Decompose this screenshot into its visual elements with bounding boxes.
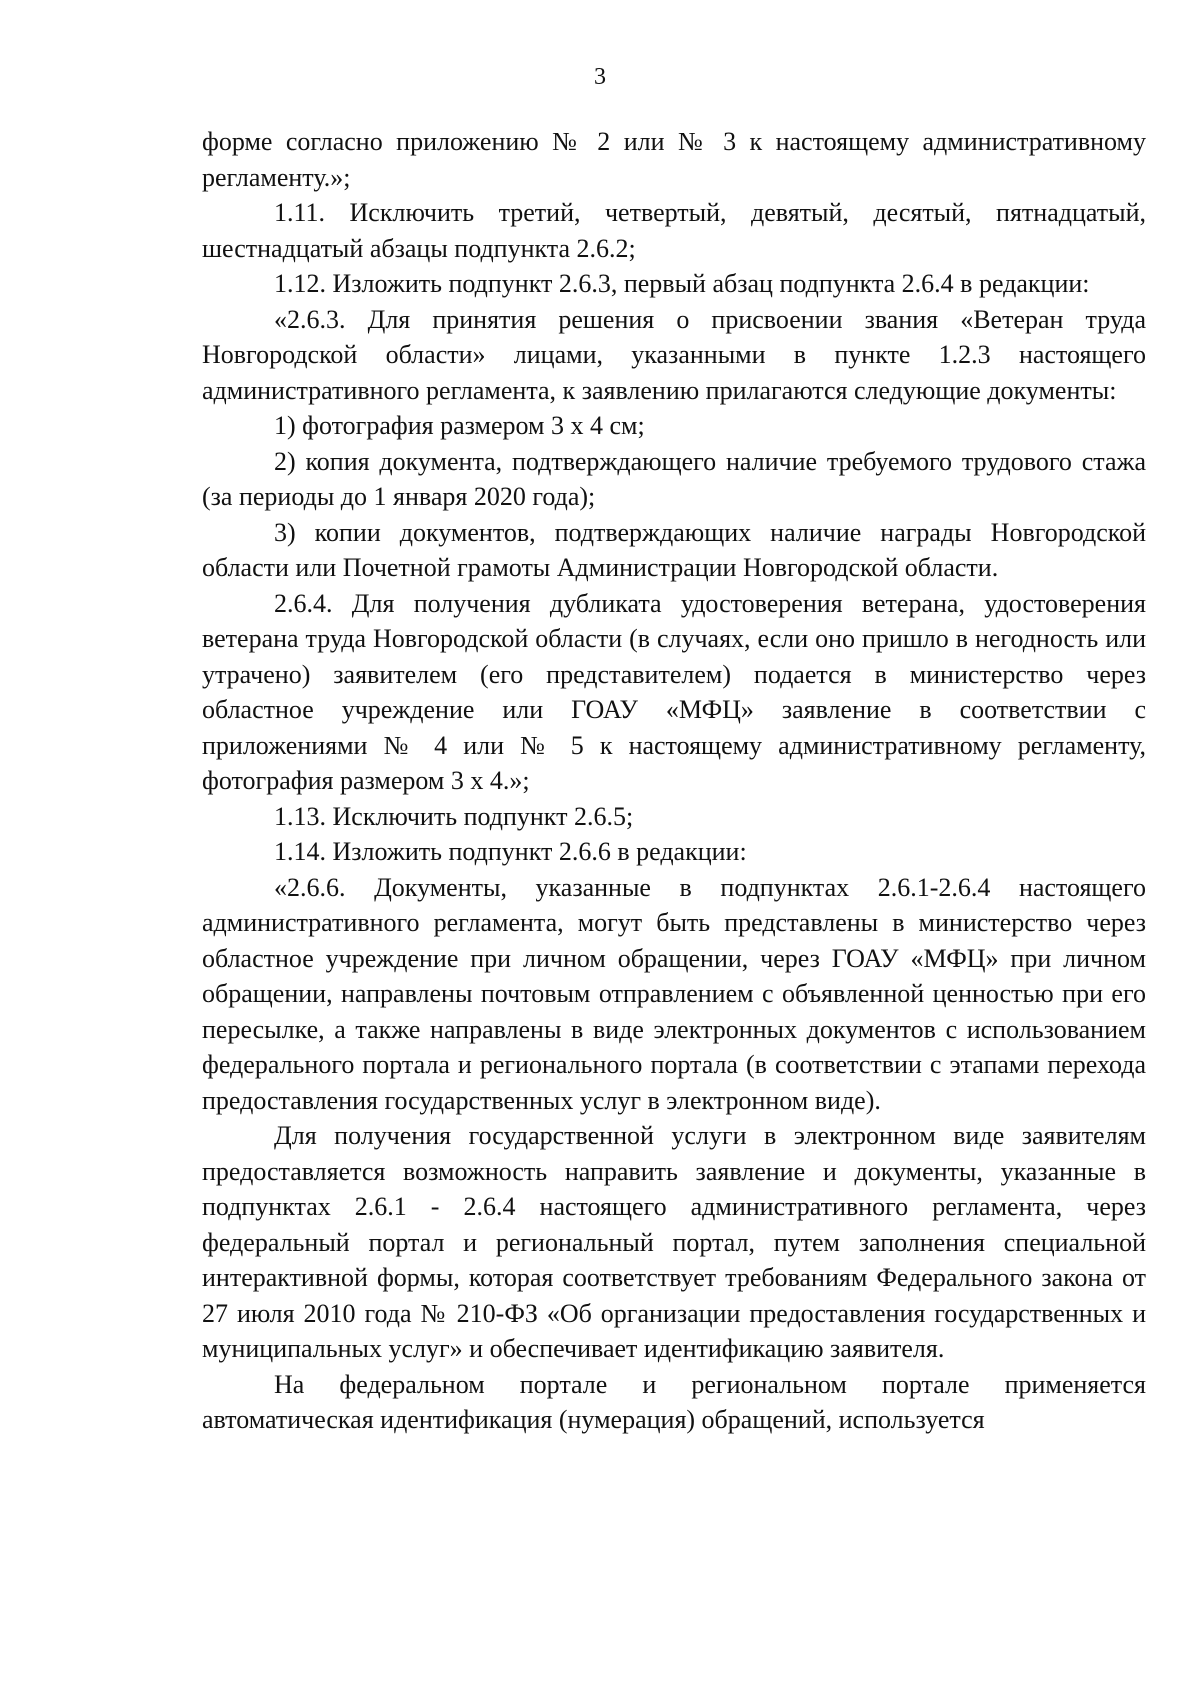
paragraph-item-1-13: 1.13. Исключить подпункт 2.6.5; (274, 801, 634, 831)
paragraph-electronic-service: Для получения государственной услуги в электронном виде заявителям предоставляется возможность направить заявление и документы, указанные в подпунктах 2.6.1 - 2.6.4 настоящего административного регламента, через федеральный портал и региональный портал, путем заполнения специальной интерактивной формы, которая соответствует требованиям Федерального закона от 27 июля 2010 года № 210-ФЗ «Об организации предоставления государственных и муниципальных услуг» и обеспечивает идентификацию заявителя. (202, 1121, 1146, 1363)
paragraph-portal-identification: На федеральном портале и региональном портале применяется автоматическая идентификация (нумерация) обращений, используется (202, 1369, 1146, 1434)
page-number: 3 (594, 64, 606, 90)
paragraph-item-1-14: 1.14. Изложить подпункт 2.6.6 в редакции: (274, 837, 747, 866)
paragraph-list-item-3: 3) копии документов, подтверждающих наличие награды Новгородской области или Почетной грамоты Администрации Новгородской области. (202, 517, 1146, 582)
paragraph-subitem-2-6-3: «2.6.3. Для принятия решения о присвоении звания «Ветеран труда Новгородской области» лицами, указанными в пункте 1.2.3 настоящего административного регламента, к заявлению прилагаются следующие документы: (202, 304, 1146, 405)
paragraph-list-item-1: 1) фотография размером 3 х 4 см; (274, 411, 645, 440)
document-body (202, 124, 1146, 1438)
paragraph-subitem-2-6-6: «2.6.6. Документы, указанные в подпунктах 2.6.1-2.6.4 настоящего административного регламента, могут быть представлены в министерство через областное учреждение при личном обращении, через ГОАУ «МФЦ» при личном обращении, направлены почтовым отправлением с объявленной ценностью при его пересылке, а также направлены в виде электронных документов с использованием федерального портала и регионального портала (в соответствии с этапами перехода предоставления государственных услуг в электронном виде). (202, 872, 1146, 1115)
paragraph-list-item-2: 2) копия документа, подтверждающего наличие требуемого трудового стажа (за периоды до 1 января 2020 года); (202, 446, 1146, 511)
paragraph-subitem-2-6-4: 2.6.4. Для получения дубликата удостоверения ветерана, удостоверения ветерана труда Новгородской области (в случаях, если оно пришло в негодность или утрачено) заявителем (его представителем) подается в министерство через областное учреждение или ГОАУ «МФЦ» заявление в соответствии с приложениями № 4 или № 5 к настоящему административному регламенту, фотография размером 3 х 4.»; (202, 588, 1146, 795)
paragraph-appendix-reference: форме согласно приложению № 2 или № 3 к настоящему административному регламенту.»; (202, 127, 1146, 192)
paragraph-item-1-12: 1.12. Изложить подпункт 2.6.3, первый абзац подпункта 2.6.4 в редакции: (274, 269, 1090, 298)
paragraph-item-1-11: 1.11. Исключить третий, четвертый, девятый, десятый, пятнадцатый, шестнадцатый абзацы подпункта 2.6.2; (202, 198, 1146, 263)
